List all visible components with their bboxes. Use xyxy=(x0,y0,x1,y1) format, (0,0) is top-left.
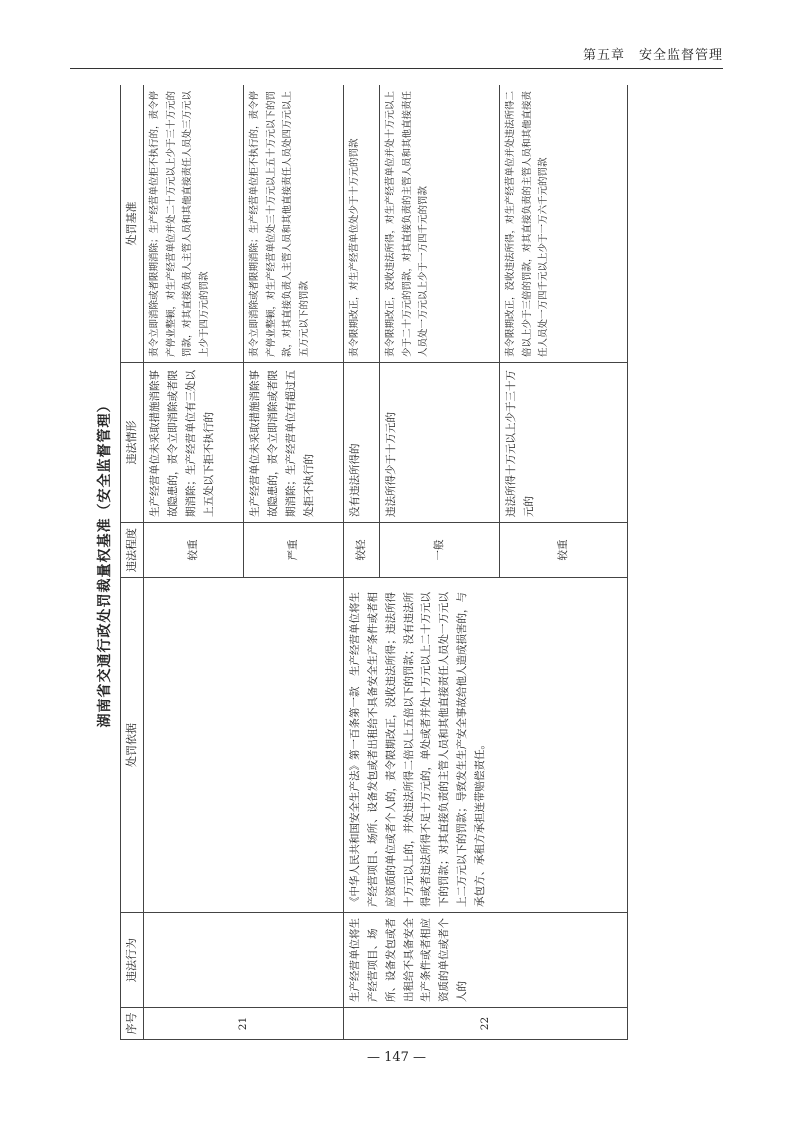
column-header-degree: 违法程度 xyxy=(121,523,144,578)
table-row xyxy=(144,85,244,1040)
column-header-basis: 处罚依据 xyxy=(121,578,144,913)
row21-degree-1: 较重 xyxy=(144,523,244,578)
row22-standard-3: 责令限期改正，没收违法所得，对生产经营单位并处违法所得二倍以上少于三倍的罚款，对其直接负责的主管人员和其他直接责任人员处一万四千元以上少于一万六千元的罚款 xyxy=(500,85,628,363)
row21-basis xyxy=(144,578,344,913)
row21-standard-1: 责令立即消除或者限期消除；生产经营单位拒不执行的，责令停产停业整顿，对生产经营单位并处二十万元以上少于三十万元的罚款，对其直接负责人主管人员和其他直接责任人员处三万元以上少于四万元的罚款 xyxy=(144,85,244,363)
row21-circumstance-2: 生产经营单位未采取措施消除事故隐患的，责令立即消除或者限期消除；生产经营单位有超过五处拒不执行的 xyxy=(244,363,344,523)
column-header-seq: 序号 xyxy=(121,1008,144,1040)
row22-seq: 22 xyxy=(344,1008,628,1040)
row22-circumstance-2: 违法所得少于十万元的 xyxy=(380,363,500,523)
chapter-header: 第五章 安全监督管理 xyxy=(582,48,723,63)
column-header-behavior: 违法行为 xyxy=(121,913,144,1008)
column-header-circumstance: 违法情形 xyxy=(121,363,144,523)
rotated-table-content xyxy=(90,85,720,1040)
document-title: 湖南省交通行政处罚裁量权基准（安全监督管理） xyxy=(97,397,113,728)
row21-behavior xyxy=(144,913,344,1008)
rotated-table-frame xyxy=(90,85,720,1040)
row22-standard-1: 责令限期改正，对生产经营单位处少于十万元的罚款 xyxy=(344,85,380,363)
row22-circumstance-3: 违法所得十万元以上少于三十万元的 xyxy=(500,363,628,523)
column-header-standard: 处罚基准 xyxy=(121,85,144,363)
page-number: — 147 — xyxy=(366,1050,427,1065)
row21-circumstance-1: 生产经营单位未采取措施消除事故隐患的，责令立即消除或者限期消除；生产经营单位有三处以上五处以下拒不执行的 xyxy=(144,363,244,523)
row22-circumstance-1: 没有违法所得的 xyxy=(344,363,380,523)
header-divider xyxy=(70,68,723,69)
row22-standard-2: 责令限期改正，没收违法所得，对生产经营单位并处十万元以上少于二十万元的罚款，对其直接负责的主管人员和其他直接责任人员处一万元以上少于一万四千元的罚款 xyxy=(380,85,500,363)
row22-basis: 《中华人民共和国安全生产法》第一百条第一款 生产经营单位将生产经营项目、场所、设备发包或者出租给不具备安全生产条件或者相应资质的单位或者个人的，责令限期改正，没收违法所得；违法所得十万元以上的，并处违法所得二倍以上五倍以下的罚款；没有违法所得或者违法所得不足十万元的，单处或者并处十万元以上二十万元以下的罚款；对其直接负责的主管人员和其他直接责任人员处一万元以上二万元以下的罚款；导致发生生产安全事故给他人造成损害的，与承包方、承租方承担连带赔偿责任。 xyxy=(344,578,628,913)
penalty-standard-table xyxy=(120,85,628,1040)
table-header-row xyxy=(121,85,144,1040)
row21-standard-2: 责令立即消除或者限期消除；生产经营单位拒不执行的，责令停产停业整顿，对生产经营单位处三十万元以上五十万元以下的罚款，对其直接负责人主管人员和其他直接责任人员处四万元以上五万元以下的罚款 xyxy=(244,85,344,363)
row22-degree-3: 较重 xyxy=(500,523,628,578)
table-row xyxy=(344,85,380,1040)
row22-behavior: 生产经营单位将生产经营项目、场所、设备发包或者出租给不具备安全生产条件或者相应资质的单位或者个人的 xyxy=(344,913,628,1008)
row21-degree-2: 严重 xyxy=(244,523,344,578)
row22-degree-1: 较轻 xyxy=(344,523,380,578)
row21-seq: 21 xyxy=(144,1008,344,1040)
row22-degree-2: 一般 xyxy=(380,523,500,578)
